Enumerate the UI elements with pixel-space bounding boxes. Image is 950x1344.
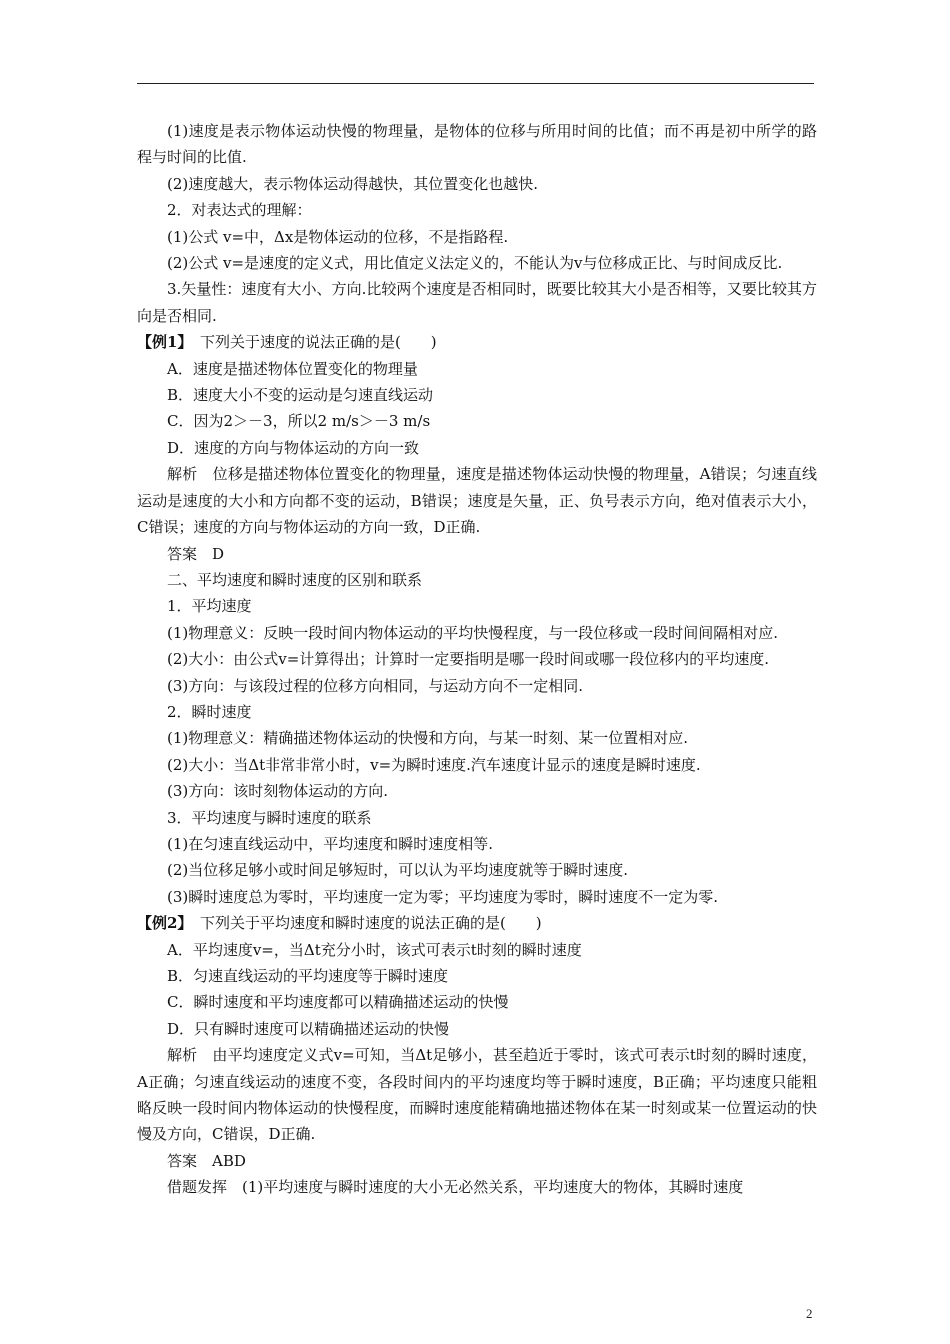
paragraph: 1．平均速度 — [167, 597, 252, 616]
paragraph: (2)速度越大，表示物体运动得越快，其位置变化也越快. — [167, 174, 539, 193]
example-2-answer: 答案 ABD — [167, 1151, 246, 1170]
example-2-analysis: 解析 由平均速度定义式v=可知，当Δt足够小，甚至趋近于零时，该式可表示t时刻的瞬时速度，A正确；匀速直线运动的速度不变，各段时间内的平均速度均等于瞬时速度，B正确；平均速度只能粗略反映一段时间内物体运动的快慢程度，而瞬时速度能精确地描述物体在某一时刻或某一位置运动的快慢及方向，C错误，D正确. — [137, 1046, 817, 1144]
paragraph: 3．平均速度与瞬时速度的联系 — [167, 808, 372, 827]
paragraph: (1)物理意义：反映一段时间内物体运动的平均快慢程度，与一段位移或一段时间间隔相对应. — [167, 623, 779, 642]
option: D．速度的方向与物体运动的方向一致 — [167, 438, 420, 457]
option: B．匀速直线运动的平均速度等于瞬时速度 — [167, 967, 449, 985]
page-body — [137, 118, 817, 1201]
page-number: 2 — [806, 1306, 813, 1321]
paragraph: (3)瞬时速度总为零时，平均速度一定为零；平均速度为零时，瞬时速度不一定为零. — [167, 887, 719, 906]
section-heading: 二、平均速度和瞬时速度的区别和联系 — [167, 570, 423, 589]
option: B．速度大小不变的运动是匀速直线运动 — [167, 386, 434, 405]
option: A．速度是描述物体位置变化的物理量 — [167, 359, 418, 378]
paragraph: (2)公式 v=是速度的定义式，用比值定义法定义的，不能认为v与位移成正比、与时间成反比. — [167, 254, 783, 273]
option: A．平均速度v=，当Δt充分小时，该式可表示t时刻的瞬时速度 — [167, 940, 582, 959]
example-1-question-text: 下列关于速度的说法正确的是( ) — [199, 333, 437, 352]
option: C．因为2＞－3，所以2 m/s＞－3 m/s — [167, 412, 431, 431]
example-1-analysis: 解析 位移是描述物体位置变化的物理量，速度是描述物体运动快慢的物理量，A错误；匀速直线运动是速度的大小和方向都不变的运动，B错误；速度是矢量，正、负号表示方向，绝对值表示大小，C错误；速度的方向与物体运动的方向一致，D正确. — [137, 465, 817, 537]
option: C．瞬时速度和平均速度都可以精确描述运动的快慢 — [167, 993, 509, 1012]
header-rule — [137, 83, 814, 84]
example-2-question — [137, 910, 817, 936]
option: D．只有瞬时速度可以精确描述运动的快慢 — [167, 1019, 450, 1038]
paragraph: (1)在匀速直线运动中，平均速度和瞬时速度相等. — [167, 834, 494, 853]
paragraph: (2)大小：当Δt非常非常小时，v=为瞬时速度.汽车速度计显示的速度是瞬时速度. — [167, 755, 701, 774]
paragraph: (1)速度是表示物体运动快慢的物理量，是物体的位移与所用时间的比值；而不再是初中所学的路程与时间的比值. — [137, 122, 817, 167]
paragraph: 3.矢量性：速度有大小、方向.比较两个速度是否相同时，既要比较其大小是否相等，又要比较其方向是否相同. — [137, 280, 817, 325]
example-1-question — [137, 329, 817, 355]
example-1-tag: 【例1】 — [137, 333, 185, 352]
example-1-answer: 答案 D — [167, 544, 225, 563]
paragraph: (3)方向：该时刻物体运动的方向. — [167, 782, 389, 801]
paragraph: (1)公式 v=中，Δx是物体运动的位移，不是指路程. — [167, 227, 509, 246]
paragraph: 2．瞬时速度 — [167, 702, 252, 721]
example-2-tag: 【例2】 — [137, 914, 185, 933]
paragraph: (1)物理意义：精确描述物体运动的快慢和方向，与某一时刻、某一位置相对应. — [167, 729, 689, 748]
paragraph: (3)方向：与该段过程的位移方向相同，与运动方向不一定相同. — [167, 676, 584, 695]
paragraph: (2)大小：由公式v=计算得出；计算时一定要指明是哪一段时间或哪一段位移内的平均速度. — [167, 650, 770, 669]
paragraph: (2)当位移足够小或时间足够短时，可以认为平均速度就等于瞬时速度. — [167, 861, 629, 880]
example-2-question-text: 下列关于平均速度和瞬时速度的说法正确的是( ) — [199, 914, 542, 933]
paragraph: 2．对表达式的理解： — [167, 201, 312, 220]
extension-note: 借题发挥 (1)平均速度与瞬时速度的大小无必然关系，平均速度大的物体，其瞬时速度 — [167, 1178, 744, 1197]
